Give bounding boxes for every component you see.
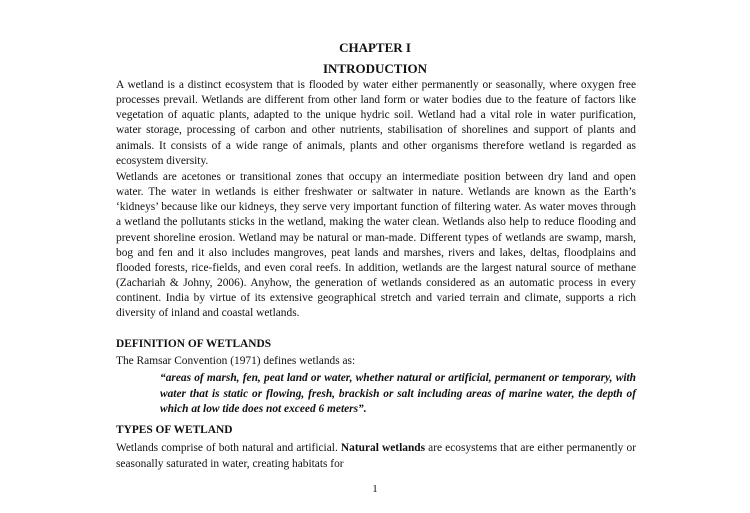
paragraph-3 (116, 440, 636, 472)
chapter-title: INTRODUCTION (322, 61, 427, 76)
paragraph-3-end: are ecosystems that are either permanently or seasonally saturated in water, creating habitats for (116, 442, 636, 470)
paragraph-2: Wetlands are acetones or transitional zones that occupy an intermediate position between dry land and open water. The water in wetlands is either freshwater or saltwater in nature. Wetlands are known as the Earth’s ‘kidneys’ because like our kidneys, they serve very important function of filtering water. As water moves through a wetland the pollutants sticks in the wetland, making the water clean. Wetlands also help to reduce flooding and prevent shoreline erosion. Wetland may be natural or man-made. Different types of wetlands are swamp, marsh, bog and fen and it also includes mangroves, peat lands and marshes, rivers and lakes, deltas, floodplains and flooded forests, rice-fields, and even coral reefs. In addition, wetlands are the largest natural source of methane (Zachariah & Johny, 2006). Anyhow, the generation of wetlands considered as an automatic process in every continent. India by virtue of its extensive geographical stretch and varied terrain and climate, supports a rich diversity of inland and coastal wetlands. (116, 171, 636, 320)
paragraph-1: A wetland is a distinct ecosystem that is flooded by water either permanently or seasonally, where oxygen free processes prevail. Wetlands are different from other land form or water bodies due to the feature of factors like vegetation of aquatic plants, adapted to the unique hydric soil. Wetland had a vital role in water purification, water storage, processing of carbon and other nutrients, stabilisation of shorelines and support of plants and animals. It consists of a wide range of animals, plants and other organisms therefore wetland is regarded as ecosystem diversity. (116, 79, 636, 167)
chapter-label: CHAPTER I (339, 40, 411, 55)
section-heading-definition: DEFINITION OF WETLANDS (116, 338, 272, 350)
page-number: 1 (372, 483, 378, 495)
ramsar-quote: “areas of marsh, fen, peat land or water, whether natural or artificial, permanent or temporary, with water that is static or flowing, fresh, brackish or salt including areas of marine water, the depth of which at low tide does not exceed 6 meters”. (160, 372, 636, 416)
section-heading-types: TYPES OF WETLAND (116, 424, 233, 436)
paragraph-3-start: Wetlands comprise of both natural and artificial. (116, 442, 341, 454)
ramsar-intro: The Ramsar Convention (1971) defines wetlands as: (116, 355, 356, 367)
paragraph-3-bold-term: Natural wetlands (340, 442, 426, 454)
